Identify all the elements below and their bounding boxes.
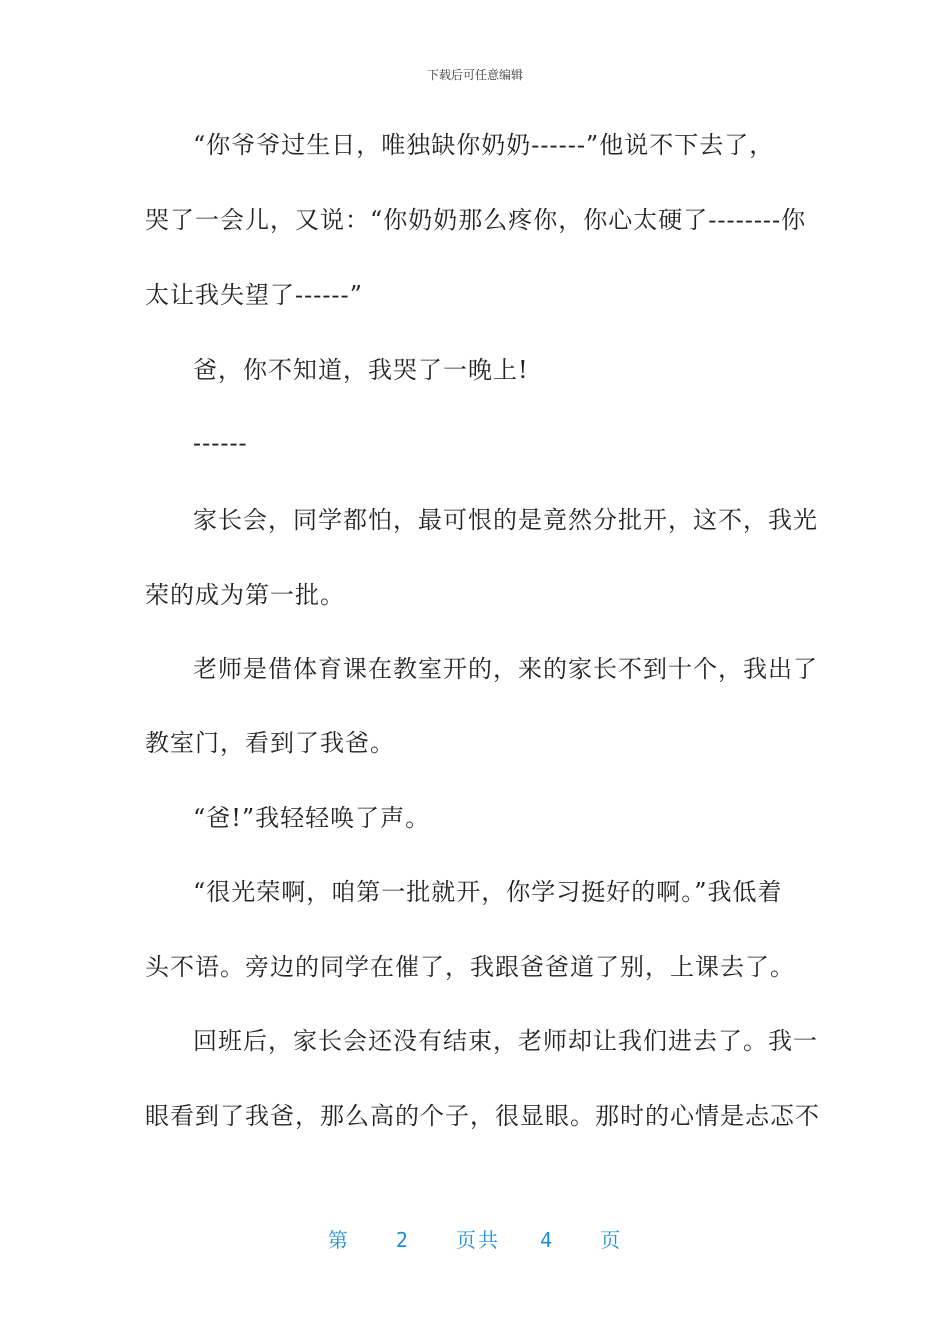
paragraph-line: 回班后，家长会还没有结束，老师却让我们进去了。我一: [193, 1027, 818, 1055]
page-header: 下载后可任意编辑: [426, 68, 523, 82]
footer-mid: 页共: [456, 1228, 500, 1252]
total-pages-number: 4: [540, 1228, 555, 1252]
separator-line: ------: [193, 429, 248, 457]
paragraph-line: 爸，你不知道，我哭了一晚上!: [193, 356, 529, 384]
paragraph-line: 眼看到了我爸，那么高的个子，很显眼。那时的心情是忐忑不: [145, 1102, 820, 1130]
current-page-number: 2: [395, 1228, 410, 1252]
paragraph-line: 头不语。旁边的同学在催了，我跟爸爸道了别，上课去了。: [145, 953, 795, 981]
paragraph-line: 家长会，同学都怕，最可恨的是竟然分批开，这不，我光: [193, 506, 818, 534]
footer-prefix: 第: [327, 1228, 350, 1252]
paragraph-line: “很光荣啊，咱第一批就开，你学习挺好的啊。”我低着: [193, 878, 783, 906]
page-footer: [0, 1224, 950, 1253]
paragraph-line: 教室门，看到了我爸。: [145, 729, 395, 757]
paragraph-line: 老师是借体育课在教室开的，来的家长不到十个，我出了: [193, 655, 818, 683]
paragraph-line: “你爷爷过生日，唯独缺你奶奶------”他说不下去了，: [193, 131, 775, 159]
paragraph-line: 太让我失望了------”: [145, 281, 363, 309]
paragraph-line: “爸!”我轻轻唤了声。: [193, 804, 431, 832]
paragraph-line: 荣的成为第一批。: [145, 581, 345, 609]
footer-suffix: 页: [600, 1228, 623, 1252]
paragraph-line: 哭了一会儿，又说：“你奶奶那么疼你，你心太硬了--------你: [145, 206, 807, 234]
